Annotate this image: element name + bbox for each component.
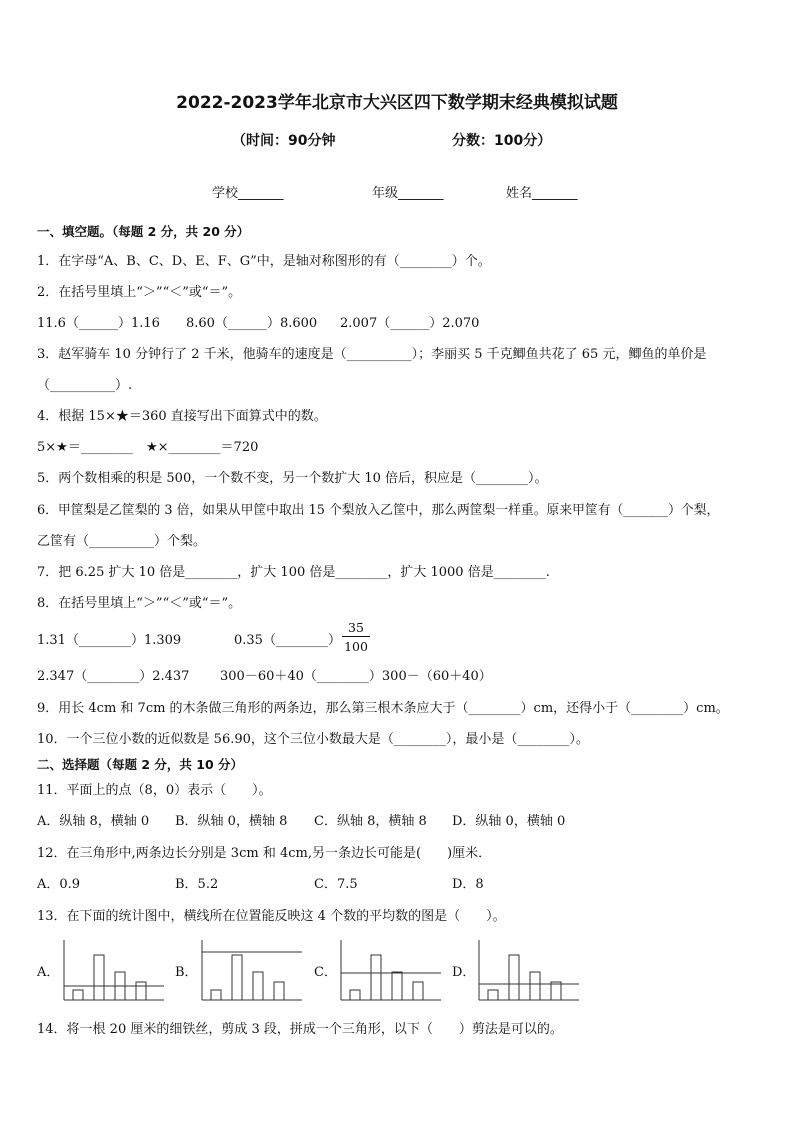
bar: [371, 955, 381, 1000]
exam-time: （时间：90分钟: [232, 133, 336, 149]
fraction-numerator: 35: [342, 620, 370, 637]
q13-option-c: C．: [314, 965, 337, 980]
question-2c: 2.007（______）2.070: [340, 316, 480, 331]
q11-option-a: A．纵轴 8，横轴 0: [37, 814, 150, 829]
q13-option-b: B．: [175, 965, 198, 980]
bar: [211, 990, 221, 1000]
question-10: 10．一个三位小数的近似数是 56.90，这个三位小数最大是（________），最小是（________）。: [37, 732, 589, 747]
bar: [253, 972, 263, 1000]
bar: [551, 982, 561, 1000]
question-14: 14．将一根 20 厘米的细铁丝，剪成 3 段，拼成一个三角形，以下（ ）剪法是可以的。: [37, 1022, 563, 1037]
question-7: 7．把 6.25 扩大 10 倍是________，扩大 100 倍是________，扩大 1000 倍是________.: [37, 565, 550, 580]
bar: [350, 990, 360, 1000]
bar-chart-d: [475, 938, 581, 1004]
question-2b: 8.60（______）8.600: [186, 316, 318, 331]
q11-option-d: D．纵轴 0，横轴 0: [452, 814, 566, 829]
question-13: 13．在下面的统计图中，横线所在位置能反映这 4 个数的平均数的图是（ ）。: [37, 909, 506, 924]
bar-chart-b: [198, 938, 304, 1004]
bar: [274, 982, 284, 1000]
question-4b: ★×________＝720: [146, 440, 259, 455]
bar-chart-c: [337, 938, 443, 1004]
question-6: 6．甲筐梨是乙筐梨的 3 倍，如果从甲筐中取出 15 个梨放入乙筐中，那么两筐梨一样重。原来甲筐有（_______）个梨，: [37, 503, 720, 518]
question-4: 4．根据 15×★＝360 直接写出下面算式中的数。: [37, 409, 327, 424]
fraction-35-100: [342, 620, 370, 654]
grade-field: 年级_______: [372, 186, 444, 201]
q12-option-c: C．7.5: [314, 877, 358, 892]
question-9: 9．用长 4cm 和 7cm 的木条做三角形的两条边，那么第三根木条应大于（________）cm，还得小于（________）cm。: [37, 701, 729, 716]
question-6-cont: 乙筐有（__________）个梨。: [37, 534, 207, 549]
question-12: 12．在三角形中,两条边长分别是 3cm 和 4cm,另一条边长可能是( )厘米．: [37, 846, 492, 861]
question-4a: 5×★＝________: [37, 440, 133, 455]
q12-option-b: B．5.2: [175, 877, 219, 892]
question-8b: 0.35（________）: [234, 633, 341, 648]
question-3-cont: （__________）.: [37, 378, 133, 393]
bar: [530, 972, 540, 1000]
question-3: 3．赵军骑车 10 分钟行了 2 千米，他骑车的速度是（__________）；李丽买 5 千克鲫鱼共花了 65 元，鲫鱼的单价是: [37, 347, 707, 362]
question-8c: 2.347（________）2.437: [37, 669, 190, 684]
question-5: 5．两个数相乘的积是 500，一个数不变，另一个数扩大 10 倍后，积应是（________）。: [37, 471, 548, 486]
bar-chart-a: [60, 938, 166, 1004]
bar: [232, 955, 242, 1000]
school-field: 学校_______: [212, 186, 284, 201]
bar: [413, 982, 423, 1000]
bar: [392, 972, 402, 1000]
bar: [488, 990, 498, 1000]
bar: [136, 982, 146, 1000]
section-choice-heading: 二、选择题（每题 2 分，共 10 分）: [37, 757, 244, 772]
bar: [73, 990, 83, 1000]
q12-option-a: A．0.9: [37, 877, 81, 892]
q13-option-a: A．: [37, 965, 60, 980]
question-8d: 300－60＋40（________）300－（60＋40）: [220, 669, 492, 684]
bar: [509, 955, 519, 1000]
exam-score: 分数：100分）: [452, 133, 552, 149]
fraction-denominator: 100: [344, 639, 368, 654]
exam-title: 2022-2023学年北京市大兴区四下数学期末经典模拟试题: [176, 93, 618, 113]
bar: [94, 955, 104, 1000]
question-8a: 1.31（________）1.309: [37, 633, 182, 648]
name-field: 姓名_______: [506, 186, 578, 201]
question-8: 8．在括号里填上“＞”“＜”或“＝”。: [37, 596, 242, 611]
question-1: 1．在字母“A、B、C、D、E、F、G”中，是轴对称图形的有（________）个。: [37, 254, 491, 269]
question-2: 2．在括号里填上“＞”“＜”或“＝”。: [37, 285, 242, 300]
question-2a: 11.6（______）1.16: [37, 316, 160, 331]
q11-option-b: B．纵轴 0，横轴 8: [175, 814, 288, 829]
question-11: 11．平面上的点（8，0）表示（ ）。: [37, 783, 272, 798]
q11-option-c: C．纵轴 8，横轴 8: [314, 814, 427, 829]
section-fill-heading: 一、填空题。（每题 2 分，共 20 分）: [37, 224, 250, 239]
q13-option-d: D．: [452, 965, 476, 980]
q12-option-d: D．8: [452, 877, 484, 892]
